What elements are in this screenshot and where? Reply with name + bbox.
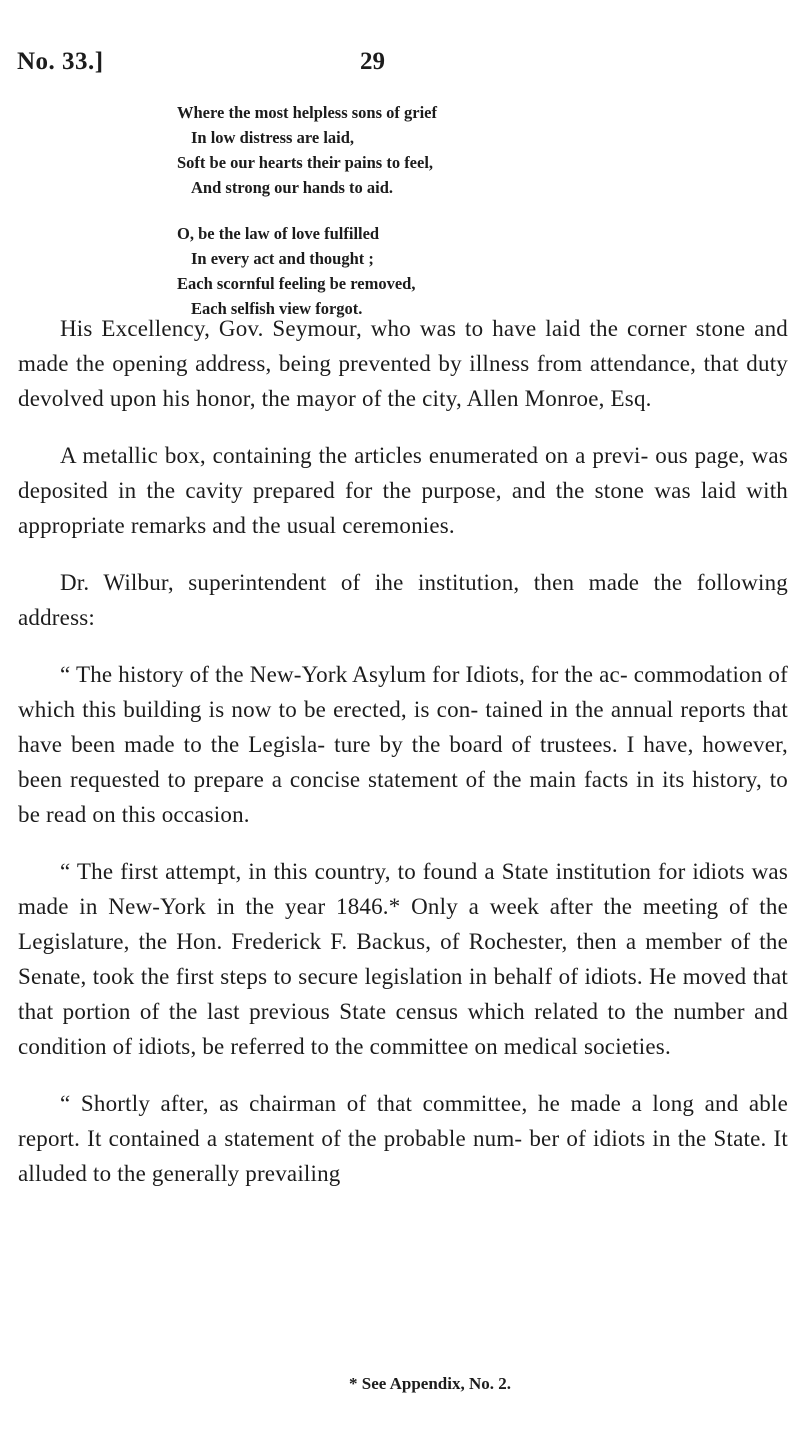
paragraph: “ Shortly after, as chairman of that committee, he made a long and able report. It contained a statement of the probable num- ber of idiots in the State. It alluded to the generally prevailing — [18, 1091, 788, 1186]
paragraph: His Excellency, Gov. Seymour, who was to have laid the corner stone and made the opening address, being prevented by illness from attendance, that duty devolved upon his honor, the mayor of the city, Allen Monroe, Esq. — [18, 316, 788, 411]
verse-line: Each scornful feeling be removed, — [177, 274, 416, 293]
running-head: No. 33.] — [17, 48, 104, 75]
hymn-verse — [0, 100, 800, 342]
verse-line: In every act and thought ; — [191, 249, 374, 268]
footnote: * See Appendix, No. 2. — [349, 1374, 511, 1393]
stanza — [0, 100, 800, 200]
page-number: 29 — [360, 48, 385, 75]
verse-line: Each selfish view forgot. — [191, 299, 363, 318]
paragraph: A metallic box, containing the articles enumerated on a previ- ous page, was deposited in the cavity prepared for the purpose, and the stone was laid with appropriate remarks and the usual ceremonies. — [18, 443, 788, 538]
verse-line: O, be the law of love fulfilled — [177, 224, 380, 243]
verse-line: Where the most helpless sons of grief — [177, 103, 438, 122]
paragraph: “ The first attempt, in this country, to found a State institution for idiots was made in New-York in the year 1846.* Only a week after the meeting of the Legislature, the Hon. Frederick F. Backus, of Rochester, then a member of the Senate, took the first steps to secure legislation in behalf of idiots. He moved that that portion of the last previous State census which related to the number and condition of idiots, be referred to the committee on medical societies. — [18, 859, 788, 1059]
paragraph: Dr. Wilbur, superintendent of ihe institution, then made the following address: — [18, 570, 788, 630]
verse-line: And strong our hands to aid. — [191, 178, 394, 197]
verse-line: In low distress are laid, — [191, 128, 355, 147]
verse-line: Soft be our hearts their pains to feel, — [177, 153, 434, 172]
paragraph: “ The history of the New-York Asylum for Idiots, for the ac- commodation of which this building is now to be erected, is con- tained in the annual reports that have been made to the Legisla- ture by the board of trustees. I have, however, been requested to prepare a concise statement of the main facts in its history, to be read on this occasion. — [18, 662, 788, 827]
stanza — [0, 221, 800, 321]
body-text — [18, 311, 788, 1213]
page-header — [0, 48, 800, 88]
